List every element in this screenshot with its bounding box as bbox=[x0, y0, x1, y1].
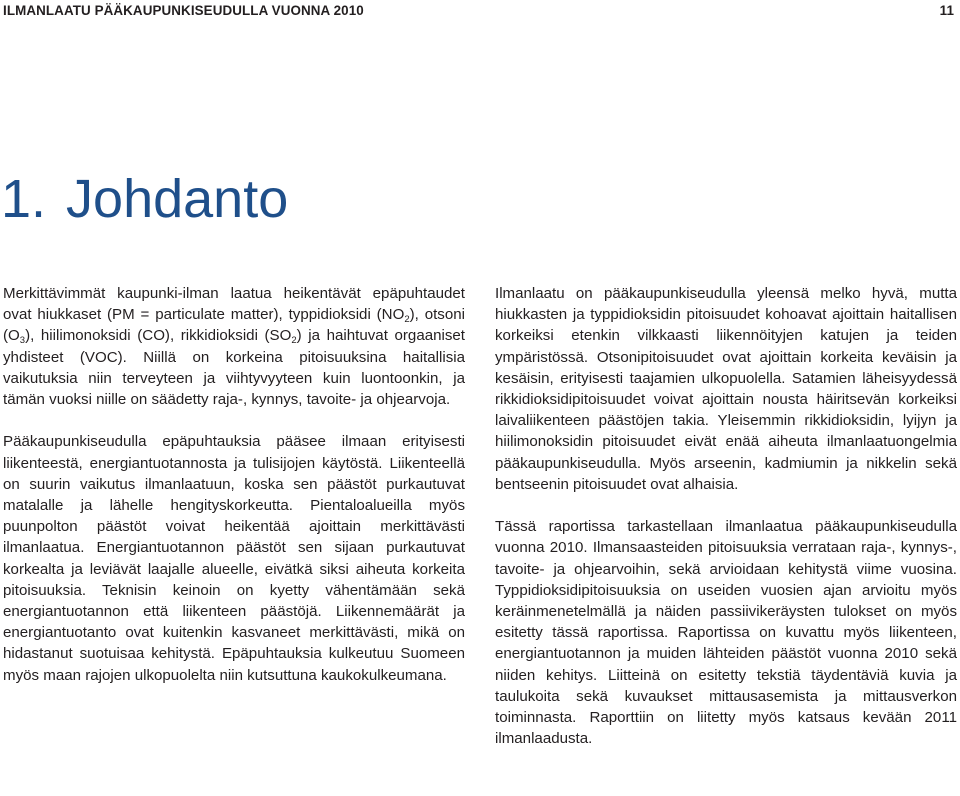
text-run: Merkittävimmät kaupunki-ilman laatua heikentävät epäpuhtaudet ovat hiukkaset (PM = particulate matter), typpidioksidi (NO bbox=[3, 285, 465, 324]
left-column bbox=[3, 283, 465, 686]
subscript: 3 bbox=[19, 335, 26, 347]
paragraph-air-quality: Ilmanlaatu on pääkaupunkiseudulla yleensä melko hyvä, mutta hiukkasten ja typpidioksidin pitoisuudet kohoavat ajoittain haitallisen korkeiksi etenkin vilkkaasti liikennöityjen katujen ja teiden ympäristössä. Otsonipitoisuudet ovat ajoittain korkeita keväisin ja kesäisin, erityisesti taajamien ulkopuolella. Satamien läheisyydessä rikkidioksidipitoisuudet voivat ajoittain nousta häiritsevän korkeiksi laivaliikenteen päästöjen takia. Yleisemmin rikkidioksidin, lyijyn ja hiilimonoksidin pitoisuudet eivät enää aiheuta ilmanlaatuongelmia pääkaupunkiseudulla. Myös arseenin, kadmiumin ja nikkelin sekä bentseenin pitoisuudet ovat alhaisia. bbox=[495, 285, 957, 493]
paragraph-pollutants bbox=[3, 283, 465, 410]
text-run: ), otsoni (O bbox=[3, 306, 465, 345]
page-header bbox=[3, 3, 957, 23]
text-run: ), hiilimonoksidi (CO), rikkidioksidi (SO bbox=[25, 327, 292, 345]
section-title bbox=[1, 166, 288, 232]
paragraph-report-scope: Tässä raportissa tarkastellaan ilmanlaatua pääkaupunkiseudulla vuonna 2010. Ilmansaasteiden pitoisuuksia verrataan raja-, kynnys-, tavoite- ja ohjearvoihin, sekä arvioidaan kehitystä viime vuosina. Typpidioksidipitoisuuksia on useiden vuosien ajan arvioitu myös keräinmenetelmällä ja näiden passiivikeräysten tulokset on myös esitetty tässä raportissa. Raportissa on kuvattu myös liikenteen, energiantuotannon ja muiden lähteiden päästöt vuonna 2010 sekä niiden kehitys. Liitteinä on esitetty tekstiä täydentäviä kuvia ja taulukoita sekä kuvaukset mittausasemista ja mittausverkon toiminnasta. Raporttiin on liitetty myös katsaus kevään 2011 ilmanlaadusta. bbox=[495, 518, 957, 748]
section-title-text: Johdanto bbox=[66, 169, 289, 229]
subscript: 2 bbox=[291, 335, 297, 347]
page-number: 11 bbox=[939, 3, 954, 18]
right-column bbox=[495, 283, 957, 749]
subscript: 2 bbox=[404, 314, 410, 326]
text-run: ) ja haihtuvat orgaaniset yhdisteet (VOC). Niillä on korkeina pitoisuuksina haitallisia vaikutuksia niin terveyteen ja viihtyvyyteen kuin luontoonkin, ja tämän vuoksi niille on säädetty raja-, kynnys, tavoite- ja ohjearvoja. bbox=[3, 327, 465, 409]
paragraph-emission-sources: Pääkaupunkiseudulla epäpuhtauksia pääsee ilmaan erityisesti liikenteestä, energiantuotannosta ja tulisijojen käytöstä. Liikenteellä on suurin vaikutus ilmanlaatuun, koska sen päästöt purkautuvat matalalle ja lähelle hengityskorkeutta. Pientaloalueilla myös puunpolton päästöt voivat heikentää ajoittain merkittävästi ilmanlaatua. Energiantuotannon päästöt sen sijaan purkautuvat korkealta ja leviävät laajalle alueelle, eivätkä siksi aiheuta korkeita pitoisuuksia. Teknisin keinoin on kyetty vähentämään sekä energiantuotannon että liikenteen päästöjä. Liikennemäärät ja energiantuotanto ovat kuitenkin kasvaneet merkittävästi, mikä on hidastanut suotuisaa kehitystä. Epäpuhtauksia kulkeutuu Suomeen myös maan rajojen ulkopuolelta niin kutsuttuna kaukokulkeumana. bbox=[3, 433, 465, 684]
section-number: 1. bbox=[1, 169, 47, 229]
running-title: ILMANLAATU PÄÄKAUPUNKISEUDULLA VUONNA 2010 bbox=[3, 3, 364, 18]
